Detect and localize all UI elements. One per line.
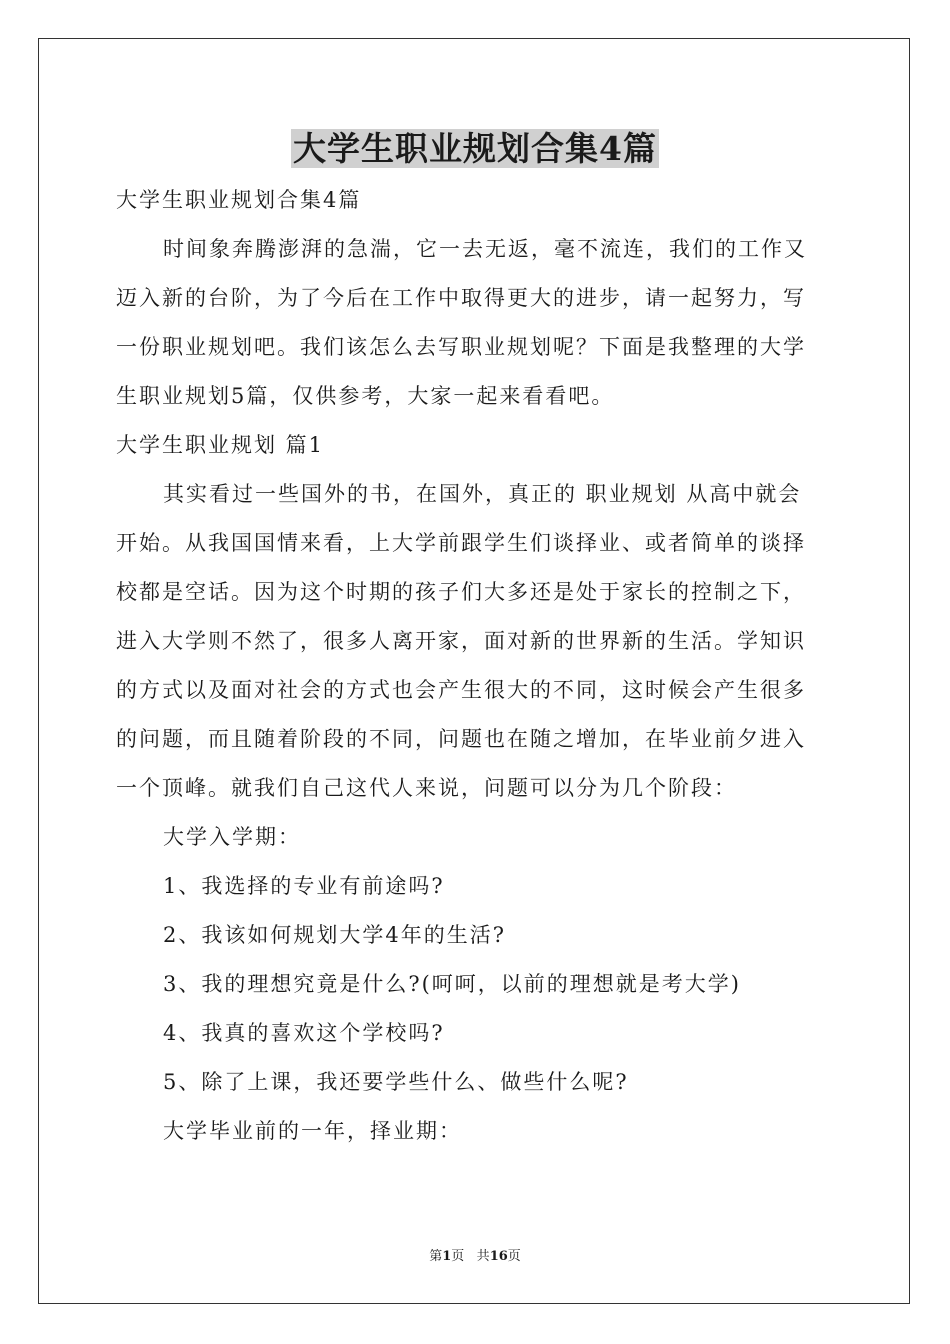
list-item: 1、我选择的专业有前途吗? xyxy=(163,874,445,898)
document-title-text: 大学生职业规划合集4篇 xyxy=(293,129,657,168)
total-suffix: 页 xyxy=(507,1249,521,1264)
list-item: 4、我真的喜欢这个学校吗? xyxy=(163,1021,445,1045)
body-line: 一份职业规划吧。我们该怎么去写职业规划呢？下面是我整理的大学 xyxy=(116,335,806,359)
page-number: 1 xyxy=(442,1249,452,1264)
section-heading: 大学生职业规划 篇1 xyxy=(116,433,325,457)
body-line: 的方式以及面对社会的方式也会产生很大的不同，这时候会产生很多 xyxy=(116,678,806,702)
list-item: 2、我该如何规划大学4年的生活? xyxy=(163,923,506,947)
list-item: 3、我的理想究竟是什么?(呵呵，以前的理想就是考大学) xyxy=(163,972,742,996)
page-footer xyxy=(0,1247,950,1267)
body-line: 迈入新的台阶，为了今后在工作中取得更大的进步，请一起努力，写 xyxy=(116,286,806,310)
body-line: 时间象奔腾澎湃的急湍，它一去无返，毫不流连，我们的工作又 xyxy=(163,237,807,261)
page-prefix: 第 xyxy=(429,1249,443,1264)
subsection-label: 大学入学期： xyxy=(163,825,301,849)
total-pages: 16 xyxy=(489,1249,508,1264)
page-suffix: 页 xyxy=(451,1249,465,1264)
body-line: 开始。从我国国情来看，上大学前跟学生们谈择业、或者简单的谈择 xyxy=(116,531,806,555)
body-line: 其实看过一些国外的书，在国外，真正的 职业规划 从高中就会 xyxy=(163,482,802,506)
body-line: 进入大学则不然了，很多人离开家，面对新的世界新的生活。学知识 xyxy=(116,629,806,653)
body-line: 的问题，而且随着阶段的不同，问题也在随之增加，在毕业前夕进入 xyxy=(116,727,806,751)
document-body xyxy=(116,176,832,1156)
body-line: 大学生职业规划合集4篇 xyxy=(116,188,362,212)
total-prefix: 共 xyxy=(476,1249,490,1264)
body-line: 一个顶峰。就我们自己这代人来说，问题可以分为几个阶段： xyxy=(116,776,737,800)
subsection-label: 大学毕业前的一年，择业期： xyxy=(163,1119,462,1143)
list-item: 5、除了上课，我还要学些什么、做些什么呢? xyxy=(163,1070,629,1094)
body-line: 生职业规划5篇，仅供参考，大家一起来看看吧。 xyxy=(116,384,615,408)
body-line: 校都是空话。因为这个时期的孩子们大多还是处于家长的控制之下， xyxy=(116,580,806,604)
document-title xyxy=(0,124,950,174)
